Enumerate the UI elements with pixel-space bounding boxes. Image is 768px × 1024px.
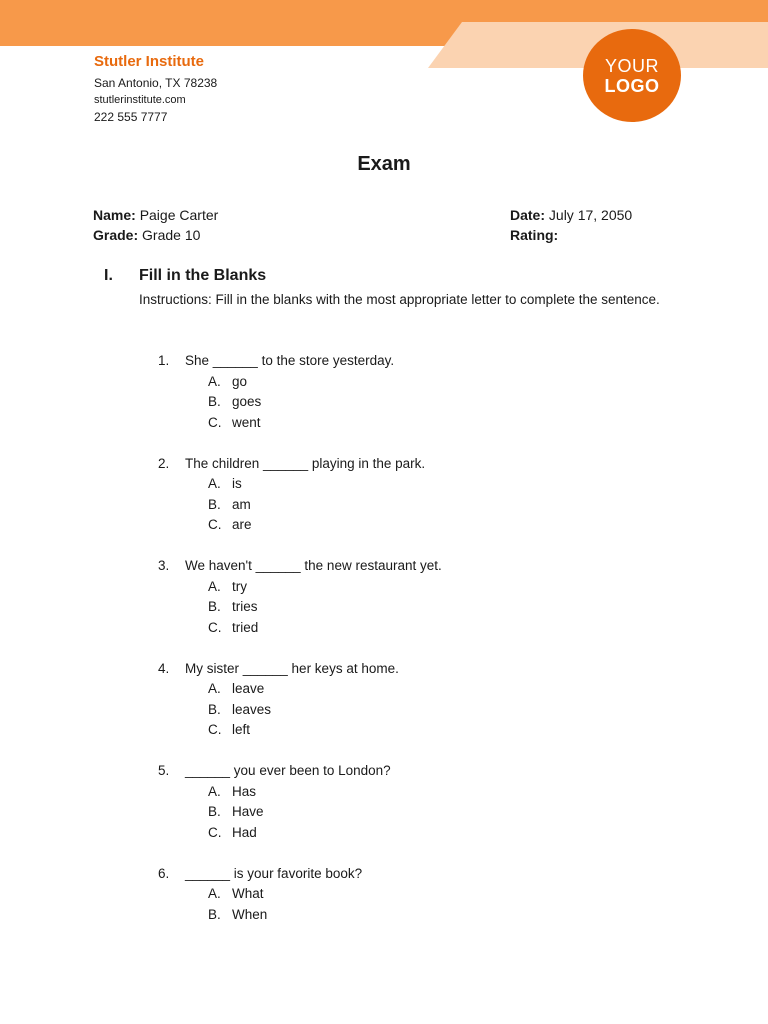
option-letter: C. — [208, 722, 222, 737]
option-text: tries — [232, 599, 258, 614]
answer-option — [158, 392, 678, 413]
date-row — [510, 205, 632, 225]
question-4 — [158, 659, 678, 741]
question-number: 6. — [158, 865, 170, 881]
question-2 — [158, 454, 678, 536]
option-text: What — [232, 886, 264, 901]
option-letter: B. — [208, 394, 221, 409]
question-text: My sister ______ her keys at home. — [185, 660, 399, 676]
question-number: 2. — [158, 455, 170, 471]
question-number: 3. — [158, 558, 170, 573]
option-text: go — [232, 373, 248, 389]
question-6 — [158, 864, 678, 926]
option-text: tried — [232, 619, 259, 635]
question-text: We haven't ______ the new restaurant yet. — [185, 558, 442, 573]
option-text: is — [232, 476, 242, 491]
organization-address: San Antonio, TX 78238 — [94, 76, 218, 90]
option-letter: B. — [208, 599, 221, 614]
question-number: 4. — [158, 660, 170, 676]
answer-option — [158, 515, 678, 536]
question-text: She ______ to the store yesterday. — [185, 353, 395, 368]
option-letter: A. — [208, 578, 221, 594]
organization-website: stutlerinstitute.com — [94, 94, 186, 106]
answer-option — [158, 495, 678, 516]
option-letter: B. — [208, 804, 221, 819]
question-1 — [158, 351, 678, 433]
question-text: ______ is your favorite book? — [185, 865, 363, 881]
name-value: Paige Carter — [139, 207, 219, 223]
answer-option — [158, 577, 678, 598]
option-letter: A. — [208, 681, 221, 696]
question-number: 5. — [158, 763, 170, 778]
rating-row — [510, 225, 632, 245]
option-text: goes — [232, 394, 262, 409]
answer-option — [158, 905, 678, 926]
section-number: I. — [104, 267, 113, 284]
logo-text-bottom: LOGO — [604, 75, 660, 96]
option-text: When — [232, 906, 268, 922]
option-text: Had — [232, 824, 257, 840]
answer-option — [158, 823, 678, 844]
date-label: Date: — [510, 207, 546, 223]
section-heading — [104, 267, 266, 285]
name-label: Name: — [93, 207, 136, 223]
answer-option — [158, 618, 678, 639]
organization-phone: 222 555 7777 — [94, 110, 168, 124]
answer-option — [158, 884, 678, 905]
answer-option — [158, 679, 678, 700]
logo-text-top: YOUR — [604, 55, 659, 76]
question-number: 1. — [158, 353, 170, 368]
option-letter: C. — [208, 619, 222, 635]
option-letter: C. — [208, 517, 222, 532]
rating-label: Rating: — [510, 227, 559, 243]
option-letter: A. — [208, 783, 221, 799]
date-value: July 17, 2050 — [548, 207, 633, 223]
grade-row — [93, 225, 218, 245]
grade-value: Grade 10 — [142, 227, 201, 243]
name-row — [93, 205, 218, 225]
question-3 — [158, 556, 678, 638]
option-letter: C. — [208, 824, 222, 840]
option-text: leave — [232, 681, 265, 696]
answer-option — [158, 720, 678, 741]
answer-option — [158, 597, 678, 618]
logo-placeholder — [583, 29, 681, 122]
organization-info — [94, 53, 217, 126]
option-text: left — [232, 722, 251, 737]
option-text: went — [232, 414, 261, 430]
question-list — [158, 351, 678, 946]
option-text: am — [232, 496, 251, 512]
answer-option — [158, 474, 678, 495]
answer-option — [158, 372, 678, 393]
option-text: leaves — [232, 701, 272, 717]
option-letter: C. — [208, 414, 222, 430]
option-letter: B. — [208, 906, 221, 922]
option-text: try — [232, 578, 247, 594]
answer-option — [158, 413, 678, 434]
option-letter: A. — [208, 886, 221, 901]
organization-name: Stutler Institute — [94, 53, 205, 70]
option-text: Have — [232, 804, 264, 819]
question-5 — [158, 761, 678, 843]
grade-label: Grade: — [93, 227, 139, 243]
question-text: ______ you ever been to London? — [185, 763, 391, 778]
answer-option — [158, 802, 678, 823]
answer-option — [158, 700, 678, 721]
answer-option — [158, 782, 678, 803]
section-instructions: Instructions: Fill in the blanks with the most appropriate letter to complete the sentence. — [139, 292, 660, 307]
section-title: Fill in the Blanks — [139, 267, 267, 284]
option-letter: A. — [208, 373, 221, 389]
option-letter: A. — [208, 476, 221, 491]
document-title: Exam — [357, 153, 411, 175]
option-text: Has — [232, 783, 257, 799]
question-text: The children ______ playing in the park. — [185, 455, 426, 471]
student-info — [93, 205, 218, 245]
option-letter: B. — [208, 496, 221, 512]
option-text: are — [232, 517, 252, 532]
exam-info — [510, 205, 632, 245]
option-letter: B. — [208, 701, 221, 717]
